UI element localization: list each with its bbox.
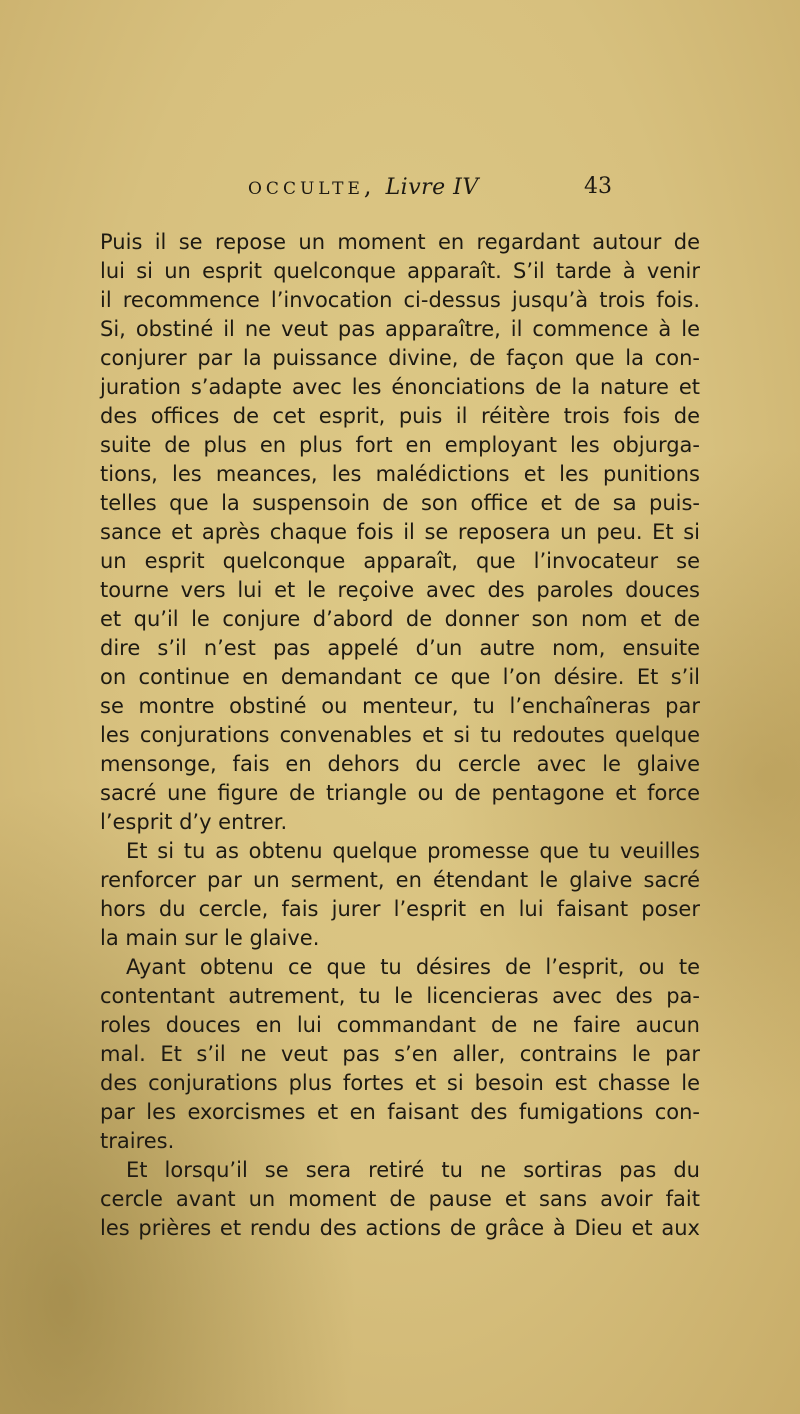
running-head-title: occulte, (248, 172, 376, 200)
paragraph (100, 953, 700, 1156)
text-line: on continue en demandant ce que l’on désire. Et s’il (100, 665, 700, 689)
text-line: mensonge, fais en dehors du cercle avec le glaive (100, 752, 700, 776)
running-head-book: Livre IV (385, 175, 479, 200)
text-line: juration s’adapte avec les énonciations de la nature et (100, 375, 700, 399)
text-line: sance et après chaque fois il se reposera un peu. Et si (100, 520, 700, 544)
text-line: Puis il se repose un moment en regardant autour de (100, 230, 700, 254)
text-line: il recommence l’invocation ci-dessus jusqu’à trois fois. (100, 288, 700, 312)
text-line: par les exorcismes et en faisant des fumigations con- (100, 1100, 700, 1124)
text-line: renforcer par un serment, en étendant le glaive sacré (100, 868, 700, 892)
text-line: Et lorsqu’il se sera retiré tu ne sortiras pas du (126, 1158, 700, 1182)
text-line: des offices de cet esprit, puis il réitère trois fois de (100, 404, 700, 428)
text-line: dire s’il n’est pas appelé d’un autre nom, ensuite (100, 636, 700, 660)
page-header (248, 168, 628, 204)
text-line: lui si un esprit quelconque apparaît. S’il tarde à venir (100, 259, 700, 283)
text-line: contentant autrement, tu le licencieras avec des pa- (100, 984, 700, 1008)
text-line: conjurer par la puissance divine, de façon que la con- (100, 346, 700, 370)
text-line: tourne vers lui et le reçoive avec des paroles douces (100, 578, 700, 602)
text-line: telles que la suspensoin de son office et de sa puis- (100, 491, 700, 515)
text-line: l’esprit d’y entrer. (100, 810, 288, 834)
text-line: Et si tu as obtenu quelque promesse que tu veuilles (126, 839, 700, 863)
text-line: traires. (100, 1129, 175, 1153)
text-line: Si, obstiné il ne veut pas apparaître, il commence à le (100, 317, 700, 341)
body-text (100, 228, 700, 1243)
text-line: les prières et rendu des actions de grâce à Dieu et aux (100, 1216, 700, 1240)
paragraph (100, 837, 700, 953)
text-line: un esprit quelconque apparaît, que l’invocateur se (100, 549, 700, 573)
text-line: et qu’il le conjure d’abord de donner son nom et de (100, 607, 700, 631)
text-line: cercle avant un moment de pause et sans avoir fait (100, 1187, 700, 1211)
text-line: hors du cercle, fais jurer l’esprit en lui faisant poser (100, 897, 700, 921)
text-line: roles douces en lui commandant de ne faire aucun (100, 1013, 700, 1037)
text-line: Ayant obtenu ce que tu désires de l’esprit, ou te (126, 955, 700, 979)
paragraph (100, 228, 700, 837)
page-number: 43 (584, 174, 612, 199)
text-line: suite de plus en plus fort en employant les objurga- (100, 433, 700, 457)
text-line: tions, les meances, les malédictions et les punitions (100, 462, 700, 486)
text-line: la main sur le glaive. (100, 926, 320, 950)
text-line: mal. Et s’il ne veut pas s’en aller, contrains le par (100, 1042, 700, 1066)
text-line: des conjurations plus fortes et si besoin est chasse le (100, 1071, 700, 1095)
text-line: les conjurations convenables et si tu redoutes quelque (100, 723, 700, 747)
text-line: sacré une figure de triangle ou de pentagone et force (100, 781, 700, 805)
running-head (248, 172, 479, 200)
paragraph (100, 1156, 700, 1243)
text-line: se montre obstiné ou menteur, tu l’enchaîneras par (100, 694, 700, 718)
